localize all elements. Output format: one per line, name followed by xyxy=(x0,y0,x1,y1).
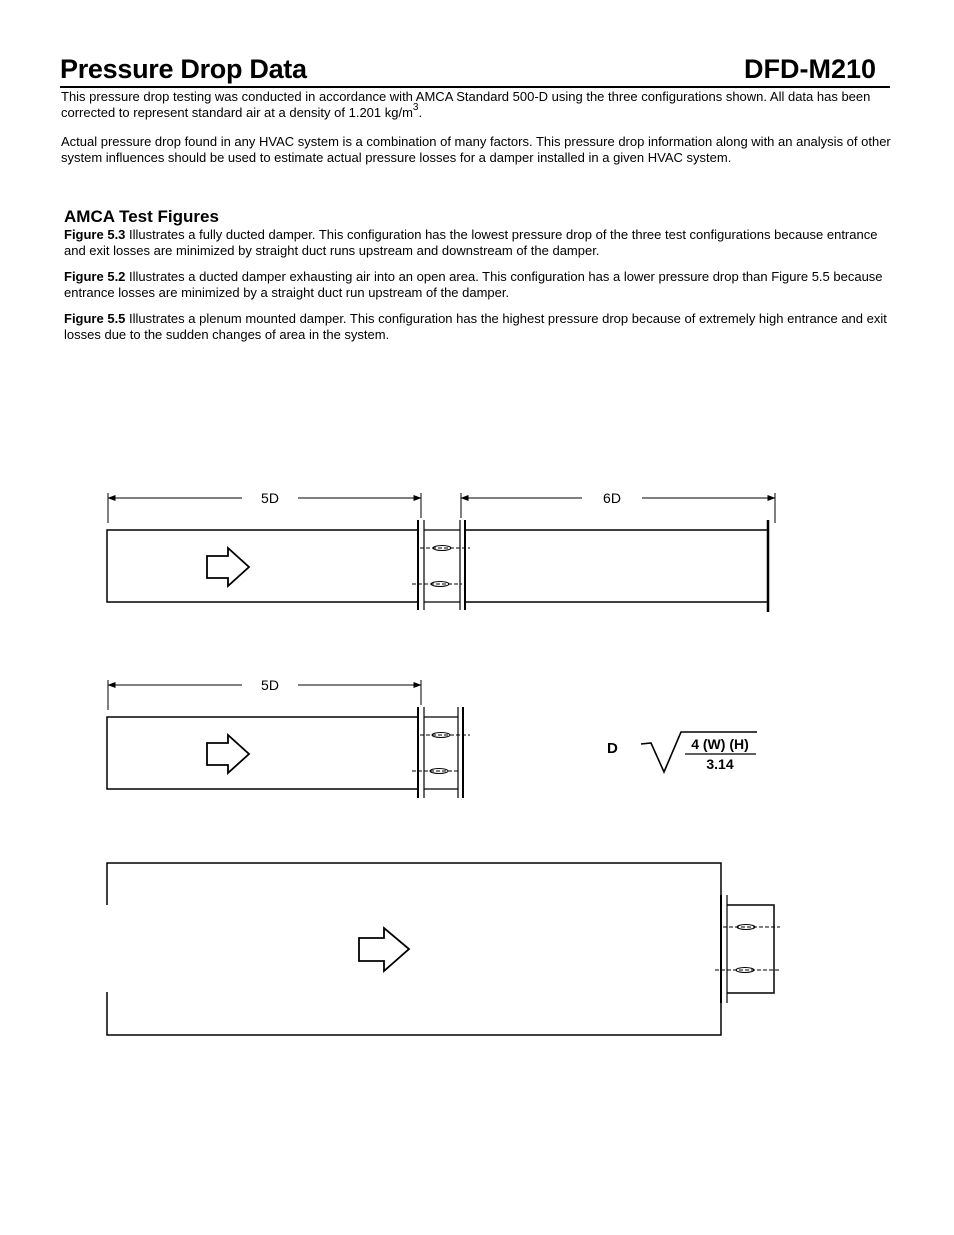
figure-5-3-diagram xyxy=(107,493,775,612)
fig1-airflow-arrow-icon xyxy=(207,548,249,586)
fig1-downstream-duct xyxy=(465,530,768,602)
figure-5-5-diagram xyxy=(107,863,780,1035)
fig1-label-5d: 5D xyxy=(261,490,279,506)
figure-5-5-text: Illustrates a plenum mounted damper. This configuration has the highest pressure drop because of extremely high entrance and exit losses due to the sudden changes of area in the system. xyxy=(64,311,887,342)
fig3-plenum xyxy=(107,863,721,1035)
figure-5-2-diagram xyxy=(107,680,470,798)
formula-numerator: 4 (W) (H) xyxy=(691,736,749,752)
diameter-formula xyxy=(607,732,757,772)
fig3-damper-blade-top xyxy=(723,925,780,930)
fig1-damper-blade-top xyxy=(420,546,470,551)
fig2-damper-blade-bottom xyxy=(412,769,460,774)
model-number: DFD-M210 xyxy=(743,54,876,84)
figure-5-5-label: Figure 5.5 xyxy=(64,311,126,326)
fig2-label-5d: 5D xyxy=(261,677,279,693)
intro-p1-text: This pressure drop testing was conducted in accordance with AMCA Standard 500-D using the three configurations shown. All data has been corrected to represent standard air at a density of 1.201 kg/m xyxy=(61,89,871,120)
formula-symbol: D xyxy=(607,740,618,757)
fig3-damper-blade-bottom xyxy=(715,968,780,973)
intro-paragraph-2: Actual pressure drop found in any HVAC system is a combination of many factors. This pressure drop information along with an analysis of other system influences should be used to estimate actual pressure losses for a damper installed in a given HVAC system. xyxy=(61,134,891,165)
amca-heading: AMCA Test Figures xyxy=(64,207,219,226)
intro-p1-end: . xyxy=(418,104,423,120)
fig2-damper xyxy=(412,707,470,798)
fig1-damper xyxy=(412,520,470,610)
fig1-damper-blade-bottom xyxy=(412,582,462,587)
fig2-airflow-arrow-icon xyxy=(207,735,249,773)
fig1-label-6d: 6D xyxy=(603,490,621,506)
figure-5-2-text: Illustrates a ducted damper exhausting air into an open area. This configuration has a lower pressure drop than Figure 5.5 because entrance losses are minimized by a straight duct run upstream of the damper. xyxy=(64,269,883,300)
figure-5-3-text: Illustrates a fully ducted damper. This configuration has the lowest pressure drop of the three test configurations because entrance and exit losses are minimized by straight duct runs upstream and downstream of the damper. xyxy=(64,227,878,258)
fig3-airflow-arrow-icon xyxy=(359,928,409,971)
intro-p1-superscript: 3 xyxy=(412,102,419,114)
formula-denominator: 3.14 xyxy=(706,756,734,772)
page-title: Pressure Drop Data xyxy=(60,54,307,84)
fig1-upstream-duct xyxy=(107,530,418,602)
figure-5-2-label: Figure 5.2 xyxy=(64,269,126,284)
fig3-damper xyxy=(715,895,780,1003)
fig2-upstream-duct xyxy=(107,717,418,789)
figure-5-3-label: Figure 5.3 xyxy=(64,227,126,242)
